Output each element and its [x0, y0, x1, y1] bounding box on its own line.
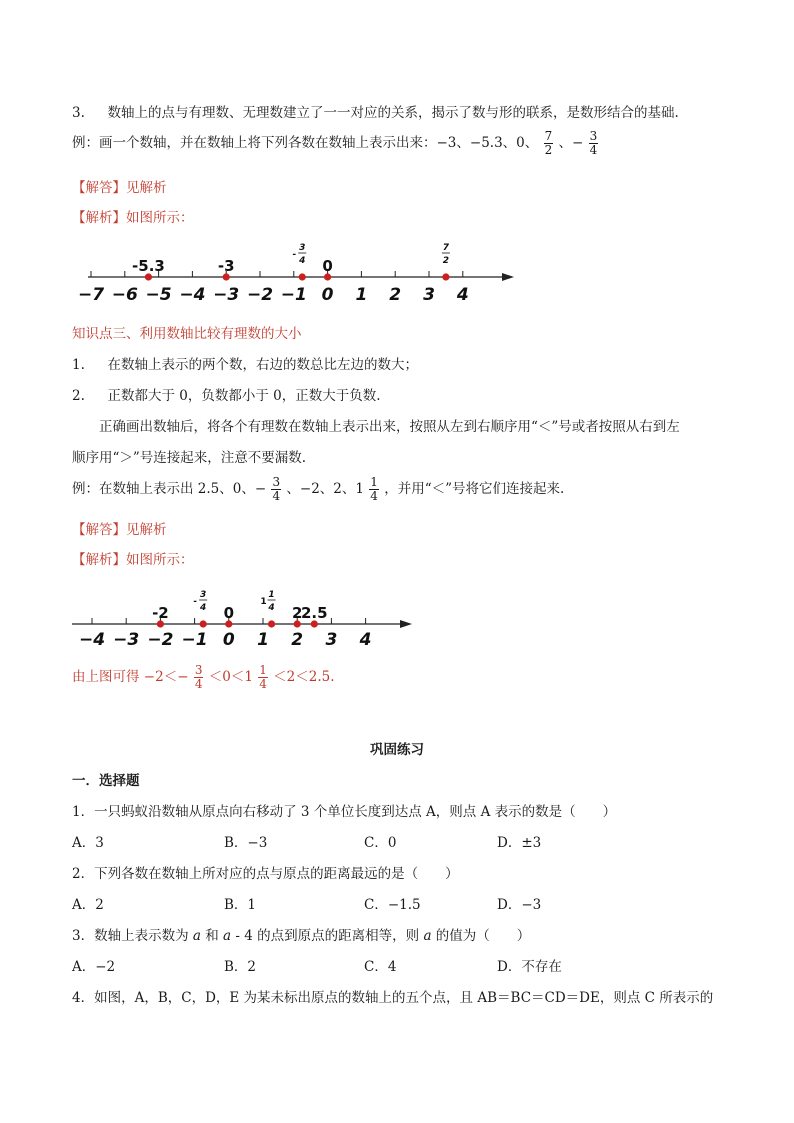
fraction-3-4: [194, 664, 204, 691]
method-paragraph-line-1: 正确画出数轴后，将各个有理数在数轴上表示出来，按照从左到右顺序用“＜”号或者按照从右到左: [99, 419, 680, 435]
q1-option-b[interactable]: B．−3: [224, 835, 268, 851]
q3-option-c[interactable]: C．4: [364, 959, 397, 975]
sec3-answer: 【解答】见解析: [72, 180, 167, 196]
data-point: [200, 620, 207, 627]
rule-1-number: 1.: [72, 357, 85, 373]
q3-variable: a: [223, 928, 232, 944]
point-label: 2.5: [301, 604, 328, 622]
k3-example: [72, 476, 564, 503]
k3-example-suffix: ，并用“＜”号将它们连接起来.: [384, 481, 565, 497]
tick-label: 1: [355, 285, 368, 305]
fraction-3-4: [271, 476, 281, 503]
fraction-3-4: [589, 130, 599, 157]
tick-label: −1: [280, 285, 307, 305]
axis-arrow: [502, 273, 514, 281]
question-3: [72, 924, 530, 944]
practice-title: 巩固练习: [370, 742, 424, 758]
tick-label: −3: [213, 285, 240, 305]
tick-label: 1: [257, 630, 269, 650]
fraction-denominator: 4: [370, 489, 378, 503]
k3-analysis: 【解析】如图所示：: [72, 552, 194, 568]
point-fraction-prefix: -: [292, 250, 297, 260]
point-fraction-denominator: 4: [299, 256, 306, 266]
q2-option-d[interactable]: D．−3: [497, 897, 542, 913]
fraction-denominator: 4: [272, 489, 281, 503]
rule-2: [72, 384, 381, 404]
q3-variable: a: [423, 928, 432, 944]
fraction-denominator: 4: [589, 143, 598, 157]
tick-label: −3: [113, 630, 140, 650]
q3-text-b: 和: [200, 928, 224, 944]
section-choice-title: 一．选择题: [72, 773, 140, 789]
fraction-1-4: [369, 476, 379, 503]
conclusion-part-a: −2＜−: [143, 669, 189, 685]
point-fraction-denominator: 2: [442, 256, 450, 266]
tick-label: 0: [222, 630, 235, 650]
tick-label: 3: [325, 630, 338, 650]
q3-variable: a: [192, 928, 201, 944]
question-2: 2．下列各数在数轴上所对应的点与原点的距离最远的是（ ）: [72, 866, 459, 882]
sec3-example-sep: 、−: [558, 135, 584, 151]
point-label: 2: [291, 604, 303, 622]
question-1: 1．一只蚂蚁沿数轴从原点向右移动了 3 个单位长度到达点 A，则点 A 表示的数是（ ）: [72, 804, 617, 820]
q3-option-d[interactable]: D．不存在: [497, 959, 562, 975]
sec3-analysis: 【解析】如图所示：: [72, 210, 194, 226]
fraction-1-4: [258, 664, 268, 691]
sec3-number: 3.: [72, 105, 85, 121]
rule-2-text: 正数都大于 0，负数都小于 0，正数大于负数.: [107, 388, 381, 404]
point-fraction-numerator: 3: [299, 243, 306, 253]
tick-label: −1: [181, 630, 208, 650]
fraction-denominator: 2: [544, 143, 553, 157]
point-label: -5.3: [132, 257, 165, 275]
point-label: -2: [152, 604, 169, 622]
fraction-numerator: 7: [544, 129, 553, 143]
fraction-7-2: [544, 130, 554, 157]
conclusion-part-c: ＜2＜2.5.: [273, 669, 335, 685]
point-label: -3: [217, 257, 235, 275]
point-fraction-numerator: 1: [268, 590, 275, 600]
fraction-numerator: 1: [370, 475, 378, 489]
axis-arrow: [400, 620, 412, 628]
number-line-2: [0, 572, 794, 652]
point-fraction-numerator: 3: [200, 590, 207, 600]
rule-1: [72, 353, 418, 373]
number-line-1: [0, 230, 794, 310]
tick-label: 0: [321, 285, 334, 305]
conclusion: [72, 664, 335, 691]
tick-label: 4: [359, 630, 372, 650]
data-point: [299, 273, 306, 280]
sec3-text: 数轴上的点与有理数、无理数建立了一一对应的关系，揭示了数与形的联系，是数形结合的基础.: [107, 105, 679, 121]
point-fraction-denominator: 4: [200, 603, 207, 613]
k3-answer: 【解答】见解析: [72, 522, 167, 538]
q2-option-c[interactable]: C．−1.5: [364, 897, 421, 913]
fraction-denominator: 4: [194, 677, 203, 691]
q2-option-a[interactable]: A．2: [72, 897, 104, 913]
fraction-numerator: 3: [272, 475, 281, 489]
tick-label: 2: [291, 630, 304, 650]
tick-label: −4: [78, 630, 106, 650]
q3-option-a[interactable]: A．−2: [72, 959, 116, 975]
point-label: 0: [223, 604, 235, 622]
tick-label: −4: [179, 285, 206, 305]
data-point: [268, 620, 275, 627]
q3-option-b[interactable]: B．2: [224, 959, 257, 975]
q1-option-c[interactable]: C．0: [364, 835, 397, 851]
q3-text-d: 的值为（ ）: [431, 928, 531, 944]
rule-2-number: 2.: [72, 388, 85, 404]
conclusion-part-b: ＜0＜1: [208, 669, 253, 685]
question-4: 4．如图，A，B，C，D，E 为某未标出原点的数轴上的五个点，且 AB＝BC＝CD＝DE，则点 C 所表示的: [72, 990, 714, 1006]
tick-label: 2: [389, 285, 402, 305]
q1-option-d[interactable]: D．±3: [497, 835, 542, 851]
point-fraction-prefix: -: [193, 597, 198, 607]
rule-1-text: 在数轴上表示的两个数，右边的数总比左边的数大；: [107, 357, 418, 373]
method-paragraph-line-2: 顺序用“＞”号连接起来，注意不要漏数.: [72, 450, 307, 466]
tick-label: −2: [246, 285, 274, 305]
sec3-example-text: 例：画一个数轴，并在数轴上将下列各数在数轴上表示出来：−3、−5.3、0、: [72, 135, 539, 151]
point-label: 0: [322, 257, 333, 275]
fraction-numerator: 3: [194, 663, 203, 677]
tick-label: −7: [77, 285, 105, 305]
fraction-denominator: 4: [259, 677, 267, 691]
sec3-example: [72, 130, 599, 157]
q2-option-b[interactable]: B．1: [224, 897, 257, 913]
tick-label: 3: [423, 285, 435, 305]
k3-example-mid: 、−2、2、1: [286, 481, 364, 497]
tick-label: −6: [111, 285, 138, 305]
conclusion-prefix: 由上图可得: [72, 669, 140, 685]
tick-label: 4: [456, 285, 469, 305]
fraction-numerator: 1: [259, 663, 267, 677]
section-heading: 知识点三、利用数轴比较有理数的大小: [72, 326, 302, 342]
k3-example-prefix: 例：在数轴上表示出 2.5、0、−: [72, 481, 267, 497]
data-point: [442, 273, 449, 280]
point-fraction-prefix: 1: [260, 597, 267, 607]
point-fraction-numerator: 7: [442, 243, 450, 253]
fraction-numerator: 3: [589, 129, 598, 143]
q3-text-a: 3．数轴上表示数为: [72, 928, 193, 944]
q1-option-a[interactable]: A．3: [72, 835, 104, 851]
tick-label: −2: [147, 630, 174, 650]
sec3-statement: [72, 101, 679, 121]
tick-label: −5: [145, 285, 172, 305]
point-fraction-denominator: 4: [268, 603, 275, 613]
q3-text-c: - 4 的点到原点的距离相等，则: [231, 928, 424, 944]
